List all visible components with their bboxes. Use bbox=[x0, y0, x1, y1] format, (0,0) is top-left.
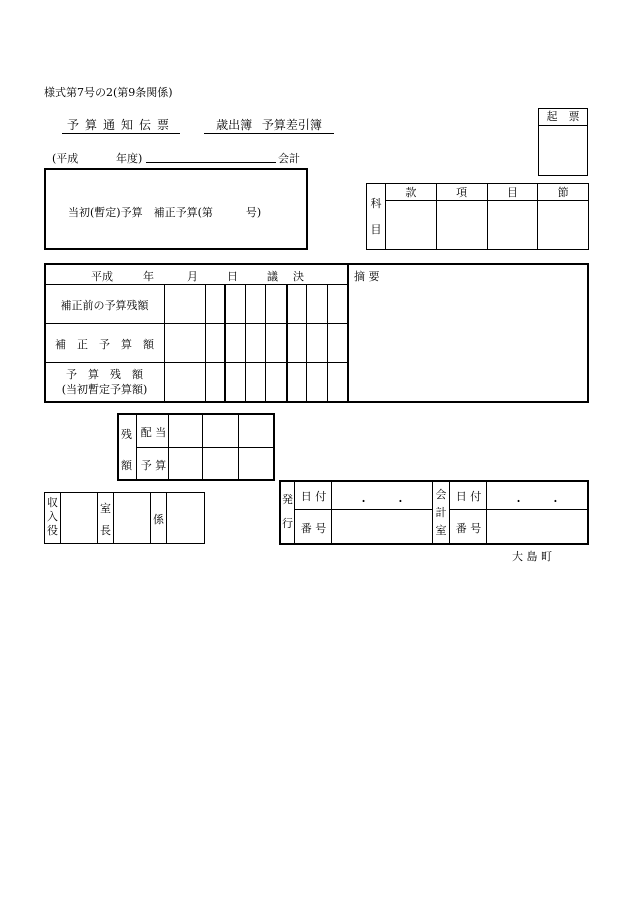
ledger-title: 歳出簿 予算差引簿 bbox=[204, 116, 334, 134]
approval-stamp-shunyuyaku[interactable] bbox=[61, 493, 97, 543]
issue-number-value[interactable] bbox=[332, 510, 432, 544]
town-name: 大 島 町 bbox=[512, 550, 552, 563]
budget-type-text: 当初(暫定)予算 補正予算(第 号) bbox=[68, 206, 262, 219]
fiscal-account-line[interactable] bbox=[146, 162, 276, 163]
header-year: 年 bbox=[143, 270, 154, 283]
row-label-before: 補正前の予算残額 bbox=[60, 299, 149, 312]
row-label-remaining-sub: (当初暫定予算額) bbox=[61, 383, 148, 396]
digit-line bbox=[306, 284, 307, 402]
issue-label: 発 行 bbox=[282, 493, 293, 530]
subject-cell-moku[interactable] bbox=[487, 201, 538, 250]
zan-label-2: 額 bbox=[121, 459, 132, 472]
subject-label: 科 目 bbox=[367, 184, 386, 250]
header-month: 月 bbox=[187, 270, 198, 283]
issue-line bbox=[432, 481, 433, 544]
row-border-2 bbox=[45, 362, 348, 363]
digit-line-thick bbox=[224, 284, 226, 402]
issue-date-label: 日 付 bbox=[300, 490, 327, 503]
subject-header-setsu: 節 bbox=[538, 184, 589, 201]
approval-label-shunyuyaku: 収 入 役 bbox=[47, 496, 58, 537]
accounting-number-value[interactable] bbox=[487, 510, 587, 544]
row-label-remaining: 予 算 残 額 (当初暫定予算額) bbox=[45, 367, 164, 397]
approval-line bbox=[97, 492, 98, 544]
form-id: 様式第7号の2(第9条関係) bbox=[44, 86, 173, 99]
memo-label: 摘 要 bbox=[354, 270, 380, 283]
header-gi: 議 bbox=[267, 270, 278, 283]
zan-row-yosan: 予 算 bbox=[140, 459, 167, 472]
accounting-date-label: 日 付 bbox=[455, 490, 482, 503]
subject-cell-setsu[interactable] bbox=[538, 201, 589, 250]
digit-line-thick bbox=[286, 284, 288, 402]
digit-line bbox=[265, 284, 266, 402]
header-ketsu: 決 bbox=[293, 270, 304, 283]
main-header-row bbox=[45, 264, 348, 285]
fiscal-year-label: 年度) bbox=[116, 152, 143, 165]
zan-hline bbox=[137, 447, 273, 448]
accounting-label: 会 計 室 bbox=[435, 488, 447, 537]
subject-cell-kan[interactable] bbox=[386, 201, 437, 250]
subject-table bbox=[366, 183, 589, 250]
header-day: 日 bbox=[227, 270, 238, 283]
accounting-date-value[interactable]: . . bbox=[516, 492, 558, 505]
accounting-number-label: 番 号 bbox=[455, 522, 482, 535]
fiscal-prefix: (平成 bbox=[52, 152, 79, 165]
row-border-1 bbox=[45, 323, 348, 324]
header-heisei: 平成 bbox=[91, 270, 113, 283]
kihyo-label: 起 票 bbox=[539, 109, 587, 126]
subject-header-kan: 款 bbox=[386, 184, 437, 201]
digit-line bbox=[205, 284, 206, 402]
subject-header-moku: 目 bbox=[487, 184, 538, 201]
memo-area[interactable] bbox=[350, 285, 587, 401]
approval-stamp-shitsucho[interactable] bbox=[114, 493, 150, 543]
issue-line bbox=[294, 481, 295, 544]
slip-title: 予算通知伝票 bbox=[62, 116, 180, 134]
issue-number-label: 番 号 bbox=[300, 522, 327, 535]
subject-cell-kou[interactable] bbox=[436, 201, 487, 250]
approval-line bbox=[150, 492, 151, 544]
digit-line bbox=[327, 284, 328, 402]
fiscal-account-label: 会計 bbox=[278, 152, 300, 165]
digit-line bbox=[245, 284, 246, 402]
zan-label-1: 残 bbox=[121, 428, 132, 441]
subject-header-kou: 項 bbox=[436, 184, 487, 201]
issue-date-value[interactable]: . . bbox=[361, 492, 403, 505]
kihyo-box bbox=[538, 108, 588, 176]
approval-label-shitsucho: 室 長 bbox=[100, 502, 111, 537]
approval-label-kakari: 係 bbox=[153, 513, 164, 526]
issue-line bbox=[449, 481, 450, 544]
approval-stamp-kakari[interactable] bbox=[167, 493, 204, 543]
memo-separator bbox=[347, 264, 349, 402]
budget-type-box bbox=[44, 168, 308, 250]
row-label-supplement: 補 正 予 算 額 bbox=[55, 338, 154, 351]
label-col-border bbox=[164, 284, 165, 402]
zan-row-haito: 配 当 bbox=[140, 426, 167, 439]
